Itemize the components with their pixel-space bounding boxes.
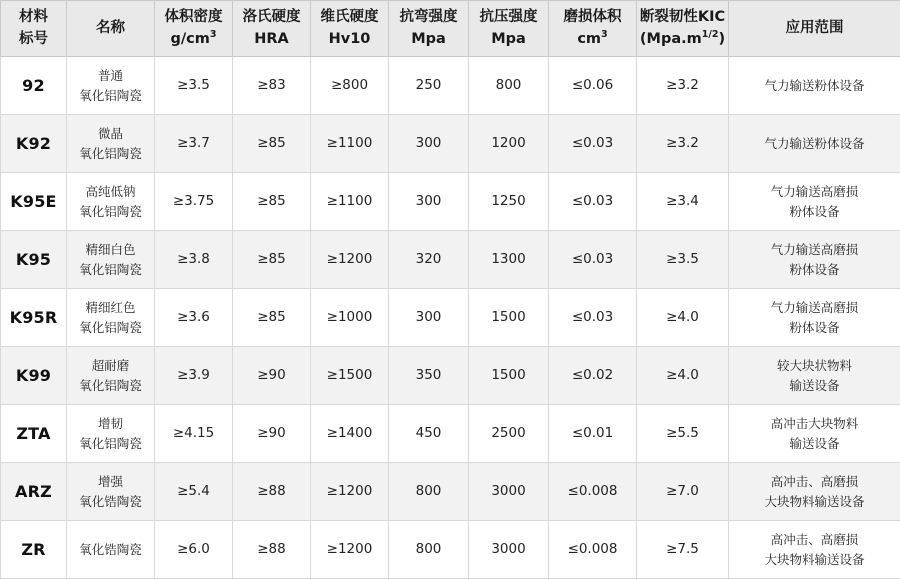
header-row	[1, 1, 900, 57]
cell-bending-strength: 300	[389, 115, 469, 173]
cell-fracture-toughness: ≥3.4	[637, 173, 729, 231]
cell-compressive-strength: 3000	[469, 463, 549, 521]
cell-application-line: 气力输送粉体设备	[731, 76, 898, 95]
cell-material-code: K99	[1, 347, 67, 405]
cell-rockwell-hardness: ≥85	[233, 289, 311, 347]
cell-application-line: 大块物料输送设备	[731, 550, 898, 569]
cell-bulk-density: ≥5.4	[155, 463, 233, 521]
cell-application	[729, 289, 900, 347]
table-row	[1, 173, 900, 231]
cell-rockwell-hardness: ≥85	[233, 115, 311, 173]
header-cell-vickers-hardness: 维氏硬度 Hv10	[311, 1, 389, 57]
cell-material-code: K95	[1, 231, 67, 289]
cell-rockwell-hardness: ≥88	[233, 463, 311, 521]
cell-compressive-strength: 3000	[469, 521, 549, 579]
table-row	[1, 289, 900, 347]
cell-name-line: 超耐磨	[69, 356, 152, 375]
cell-wear-volume: ≤0.008	[549, 521, 637, 579]
cell-bulk-density: ≥3.75	[155, 173, 233, 231]
header-cell-name: 名称	[67, 1, 155, 57]
cell-name-line: 氧化铝陶瓷	[69, 376, 152, 395]
cell-wear-volume: ≤0.03	[549, 231, 637, 289]
table-row	[1, 231, 900, 289]
cell-compressive-strength: 1500	[469, 289, 549, 347]
table-row	[1, 405, 900, 463]
header-cell-material-code: 材料 标号	[1, 1, 67, 57]
cell-application-line: 输送设备	[731, 376, 898, 395]
cell-application-line: 气力输送高磨损	[731, 182, 898, 201]
header-cell-application: 应用范围	[729, 1, 900, 57]
cell-wear-volume: ≤0.03	[549, 289, 637, 347]
cell-name-line: 氧化锆陶瓷	[69, 492, 152, 511]
cell-name-line: 氧化铝陶瓷	[69, 318, 152, 337]
cell-bulk-density: ≥4.15	[155, 405, 233, 463]
cell-compressive-strength: 1250	[469, 173, 549, 231]
cell-fracture-toughness: ≥5.5	[637, 405, 729, 463]
cell-vickers-hardness: ≥1000	[311, 289, 389, 347]
cell-bending-strength: 320	[389, 231, 469, 289]
cell-vickers-hardness: ≥1200	[311, 231, 389, 289]
cell-bulk-density: ≥3.9	[155, 347, 233, 405]
cell-application	[729, 347, 900, 405]
cell-material-code: K92	[1, 115, 67, 173]
header-cell-bending-strength: 抗弯强度 Mpa	[389, 1, 469, 57]
cell-compressive-strength: 1300	[469, 231, 549, 289]
cell-wear-volume: ≤0.03	[549, 173, 637, 231]
cell-compressive-strength: 1200	[469, 115, 549, 173]
cell-compressive-strength: 2500	[469, 405, 549, 463]
cell-fracture-toughness: ≥4.0	[637, 347, 729, 405]
cell-bulk-density: ≥6.0	[155, 521, 233, 579]
cell-fracture-toughness: ≥7.5	[637, 521, 729, 579]
cell-name	[67, 289, 155, 347]
cell-name-line: 微晶	[69, 124, 152, 143]
cell-vickers-hardness: ≥1200	[311, 463, 389, 521]
cell-vickers-hardness: ≥1100	[311, 115, 389, 173]
cell-name-line: 精细红色	[69, 298, 152, 317]
cell-material-code: K95R	[1, 289, 67, 347]
cell-fracture-toughness: ≥3.5	[637, 231, 729, 289]
cell-name	[67, 347, 155, 405]
cell-bending-strength: 800	[389, 521, 469, 579]
cell-name-line: 氧化铝陶瓷	[69, 144, 152, 163]
cell-material-code: ARZ	[1, 463, 67, 521]
cell-name-line: 氧化铝陶瓷	[69, 202, 152, 221]
cell-application	[729, 463, 900, 521]
cell-application-line: 粉体设备	[731, 260, 898, 279]
cell-name-line: 氧化铝陶瓷	[69, 434, 152, 453]
cell-application	[729, 231, 900, 289]
cell-rockwell-hardness: ≥85	[233, 173, 311, 231]
cell-application	[729, 173, 900, 231]
cell-application-line: 高冲击、高磨损	[731, 472, 898, 491]
cell-fracture-toughness: ≥3.2	[637, 57, 729, 115]
header-cell-fracture-toughness: 断裂韧性KIC $(Mpa.m^{1/2})$	[637, 1, 729, 57]
cell-compressive-strength: 800	[469, 57, 549, 115]
cell-wear-volume: ≤0.01	[549, 405, 637, 463]
table-row	[1, 347, 900, 405]
cell-wear-volume: ≤0.03	[549, 115, 637, 173]
cell-name-line: 氧化锆陶瓷	[69, 540, 152, 559]
cell-bulk-density: ≥3.6	[155, 289, 233, 347]
cell-name-line: 增强	[69, 472, 152, 491]
cell-bulk-density: ≥3.5	[155, 57, 233, 115]
cell-name	[67, 463, 155, 521]
cell-name	[67, 231, 155, 289]
cell-application-line: 高冲击大块物料	[731, 414, 898, 433]
cell-material-code: ZR	[1, 521, 67, 579]
cell-vickers-hardness: ≥1100	[311, 173, 389, 231]
cell-material-code: 92	[1, 57, 67, 115]
cell-rockwell-hardness: ≥88	[233, 521, 311, 579]
header-cell-bulk-density: 体积密度 $g/cm^3$	[155, 1, 233, 57]
cell-wear-volume: ≤0.02	[549, 347, 637, 405]
cell-compressive-strength: 1500	[469, 347, 549, 405]
table-row	[1, 115, 900, 173]
cell-rockwell-hardness: ≥90	[233, 405, 311, 463]
cell-bulk-density: ≥3.7	[155, 115, 233, 173]
cell-bending-strength: 300	[389, 173, 469, 231]
cell-application-line: 高冲击、高磨损	[731, 530, 898, 549]
cell-application	[729, 521, 900, 579]
cell-name	[67, 115, 155, 173]
cell-wear-volume: ≤0.06	[549, 57, 637, 115]
cell-vickers-hardness: ≥1500	[311, 347, 389, 405]
cell-name-line: 高纯低钠	[69, 182, 152, 201]
cell-vickers-hardness: ≥800	[311, 57, 389, 115]
cell-bulk-density: ≥3.8	[155, 231, 233, 289]
cell-name-line: 氧化铝陶瓷	[69, 86, 152, 105]
cell-rockwell-hardness: ≥90	[233, 347, 311, 405]
cell-application-line: 输送设备	[731, 434, 898, 453]
cell-vickers-hardness: ≥1200	[311, 521, 389, 579]
cell-fracture-toughness: ≥3.2	[637, 115, 729, 173]
cell-vickers-hardness: ≥1400	[311, 405, 389, 463]
cell-name-line: 增韧	[69, 414, 152, 433]
cell-application-line: 气力输送粉体设备	[731, 134, 898, 153]
cell-name-line: 普通	[69, 66, 152, 85]
cell-bending-strength: 250	[389, 57, 469, 115]
cell-application-line: 粉体设备	[731, 318, 898, 337]
cell-application-line: 粉体设备	[731, 202, 898, 221]
cell-material-code: K95E	[1, 173, 67, 231]
cell-application	[729, 57, 900, 115]
cell-wear-volume: ≤0.008	[549, 463, 637, 521]
cell-rockwell-hardness: ≥83	[233, 57, 311, 115]
cell-bending-strength: 350	[389, 347, 469, 405]
cell-application-line: 较大块状物料	[731, 356, 898, 375]
cell-name	[67, 405, 155, 463]
cell-bending-strength: 300	[389, 289, 469, 347]
cell-application-line: 气力输送高磨损	[731, 240, 898, 259]
cell-rockwell-hardness: ≥85	[233, 231, 311, 289]
cell-name	[67, 57, 155, 115]
table-body	[1, 57, 900, 579]
cell-material-code: ZTA	[1, 405, 67, 463]
header-cell-wear-volume: 磨损体积 $cm^3$	[549, 1, 637, 57]
header-cell-compressive-strength: 抗压强度 Mpa	[469, 1, 549, 57]
cell-bending-strength: 450	[389, 405, 469, 463]
cell-application	[729, 405, 900, 463]
cell-application-line: 大块物料输送设备	[731, 492, 898, 511]
table-row	[1, 57, 900, 115]
table-row	[1, 463, 900, 521]
cell-application	[729, 115, 900, 173]
cell-name-line: 氧化铝陶瓷	[69, 260, 152, 279]
cell-fracture-toughness: ≥7.0	[637, 463, 729, 521]
cell-fracture-toughness: ≥4.0	[637, 289, 729, 347]
table-row	[1, 521, 900, 579]
cell-name	[67, 173, 155, 231]
cell-name	[67, 521, 155, 579]
cell-name-line: 精细白色	[69, 240, 152, 259]
header-cell-rockwell-hardness: 洛氏硬度 HRA	[233, 1, 311, 57]
table-header	[1, 1, 900, 57]
cell-bending-strength: 800	[389, 463, 469, 521]
cell-application-line: 气力输送高磨损	[731, 298, 898, 317]
